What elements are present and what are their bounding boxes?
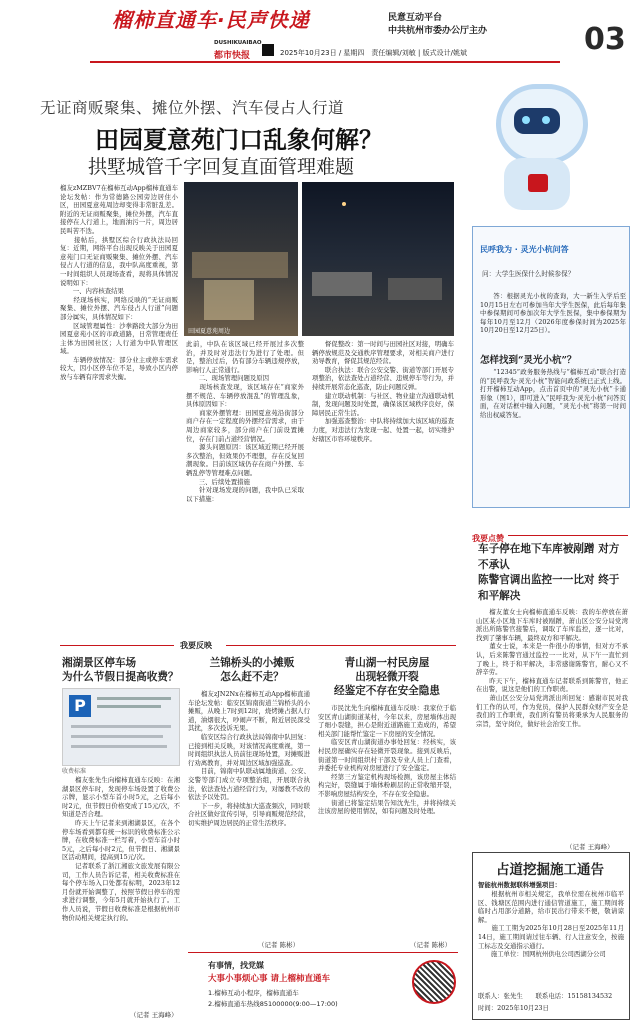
newspaper-logo-block [262, 44, 274, 56]
masthead-logo: 榴柿直通车·民声快递 [112, 8, 310, 32]
lead-photo-right [302, 182, 454, 336]
issue-meta: 2025年10月23日 / 星期四 责任编辑/刘敏 | 版式设计/姚斌 [280, 49, 467, 57]
lead-column-2: 此前，中队在该区域已经开展过多次整治，并及时对违法行为进行了处理。但是，整治过后，仍有部分车辆违规停放，影响行人正常通行。 二、现场管理问题及原因 现场核查发现，该区域存在“商家外摆不规范、车辆停放混乱”的管理乱象，具体原因如下： 商家外摆管理：田园夏意苑沿街部分商户存在一定程度的外摆经营需求，由于周边商家较多，部分商户在门前设置摊位，存在门前占道经营情况。 源头问题原因：该区域近期已经开展多次整治，但效果仍不理想，存在反复回潮现象。目前该区域仍存在商户外摆、车辆乱停等管理难点问题。 三、后续处置措施 针对现场发现的问题，我中队已采取以下措施： [186, 340, 304, 503]
article3-reporter: （记者 陈彬） [410, 941, 452, 949]
complaint-tag-prefix: 我要反映 [180, 641, 212, 650]
dushi-cn: 都市快报 [214, 51, 251, 61]
footer-line3: 1.榴柿互动小程序，榴柿直通车 [208, 989, 299, 997]
lead-photo-caption: 田园夏意苑周边 [188, 328, 231, 335]
praise-headline: 车子停在地下车库被剐蹭 对方不承认 陈警官调出监控一一比对 终于和平解决 [478, 543, 620, 602]
masthead-org-line2: 中共杭州市委办公厅主办 [388, 26, 488, 36]
notice-intro: 智能杭州数据联科增强项目： [478, 881, 562, 889]
dushi-en: DUSHIKUAIBAO [214, 40, 262, 46]
notice-body: 根据杭州市相关规定，我单位需在杭州市临平区、钱塘区范围内进行通信管道施工，施工期间将临时占用部分道路，给市民出行带来不便，敬请谅解。 施工工期为2025年10月28日至2025年11月14日，施工期间请过往车辆、行人注意安全，按施工标志及交通指示通行。 施工单位：国网杭州供电公司西湖分公司 [478, 890, 624, 959]
complaint-tag [180, 640, 212, 651]
article3-title: 青山湖一村民房屋 出现轻微开裂 经鉴定不存在安全隐患 [334, 657, 440, 697]
footer-line1: 有事情，找党媒 [208, 961, 264, 970]
notice-contacts: 联系人：张先生 联系电话：15158134532 [478, 992, 613, 1000]
ai-howto-title: 怎样找到“灵光小杭”？ [480, 355, 577, 366]
praise-tag [472, 526, 628, 543]
lead-photo-left [184, 182, 298, 336]
ai-title: 民呼我为 · 灵光小杭问答 [480, 245, 569, 254]
complaint-divider-right [226, 645, 456, 646]
complaint-divider-left [60, 645, 174, 646]
masthead [0, 0, 642, 66]
masthead-org-line1: 民意互动平台 [388, 13, 443, 23]
praise-reporter: （记者 王海峰） [566, 843, 614, 851]
ai-mascot-illustration [476, 78, 596, 226]
masthead-rule [90, 61, 560, 63]
ai-howto-text: “12345”政务服务热线与“榴柿互动”联合打造的“民呼我为·灵光小杭”智能问政系统已正式上线。打开榴柿互动App，点击首页中的“灵光小杭”卡通形象（图1），即可进入“民呼我为·灵光小杭”问答页面，在对话框中输入问题，“灵光小杭”将第一时间给出权威答复。 [480, 368, 626, 419]
lead-subhead: 拱墅城管千字回复直面管理难题 [88, 156, 355, 178]
article1-photo: P [62, 688, 180, 766]
notice-title: 占道挖掘施工通告 [496, 862, 604, 878]
qr-code-icon [412, 960, 456, 1004]
article1-caption: 收费标准 [62, 768, 87, 775]
article1-title: 湘湖景区停车场 为什么节假日提高收费？ [62, 657, 179, 683]
article2-reporter: （记者 陈彬） [258, 941, 300, 949]
lead-kicker: 无证商贩聚集、摊位外摆、汽车侵占人行道 [40, 99, 345, 117]
lead-headline: 田园夏意苑门口乱象何解？ [95, 125, 383, 154]
footer-line2: 大事小事烦心事 请上榴柿直通车 [208, 974, 330, 984]
article1-body: 榴友张先生向榴柿直通车反映：在湘湖景区停车时，发现停车场设置了收费公示牌，显示小型车首小时5元，之后每小时2元，但节假日价格变成了15元/次，不知道是否合理。 昨天上午记者来到湘湖景区，在各个停车场看到都有统一标识的收费标准公示牌，在收费标准一栏写着，小型车首小时5元，之后每小时2元，但节假日、湘湖景区活动期间，提高到15元/次。 记者联系了浙江湘旅文旅发展有限公司，工作人员告诉记者，相关收费标准在每个停车场入口处都有标明，2023年12月份就开始调整了，按照节假日停车的需求进行调整，今年5月就开始执行了。工作人员说，节假日收费标准是根据杭州市物价局相关规定执行的。 [62, 776, 180, 922]
praise-tag-label: 我要点赞 [472, 534, 508, 543]
page-number: 03 [584, 22, 626, 57]
article2-title: 兰锦桥头的小摊贩 怎么赶不走？ [209, 657, 295, 683]
footer-line4: 2.榴柿直通车热线85100000(9:00—17:00) [208, 1000, 338, 1008]
article3-body: 市民沈先生向榴柿直通车反映：我家位于临安区青山湖街道某村，今年以来，房屋墙体出现了细小裂缝，担心是附近道路施工造成的，希望相关部门能帮忙鉴定一下房屋的安全情况。 临安区青山湖街道办事处回复：经核实，该村民房屋确实存在轻微开裂现象。接到反映后，街道第一时间组织村干部及专业人员上门查看，并委托专业机构对房屋进行了安全鉴定。 经第三方鉴定机构现场检测，该房屋主体结构完好，裂缝属于墙体粉刷层的正常收缩开裂，不影响房屋结构安全，不存在安全隐患。 街道已将鉴定结果告知沈先生，并将持续关注该房屋的使用情况，如有问题及时处理。 [318, 704, 456, 816]
ai-answer: 答：根据灵光小杭的查询，大一新生入学后至10月15日左右可参加当年大学生医保，此后每年集中参保期间可参加次年大学生医保，集中参保期为每年10月至12月（2026年度参保时间为2025年10月20日至12月25日）。 [480, 292, 626, 335]
praise-body: 榴友董女士向榴柿直通车反映：我的车停放在萧山区某小区地下车库时被剐蹭，萧山区公安分局党湾派出所陈警官接警后，调取了车库监控，逐一比对，找到了肇事车辆，最终双方和平解决。 董女士说，本来是一件很小的事情，但对方不承认，后来陈警官通过监控一一比对，从下午一直忙到了晚上，终于和平解决，非常感谢陈警官，耐心又不辞辛劳。 昨天下午，榴柿直通车记者联系到陈警官，他正在出警，说这是他们的工作职责。 萧山区公安分局党湾派出所回复：感谢市民对我们工作的认可，作为党员，保护人民群众财产安全是我们的工作职责，我们所有警员将秉承为人民服务的宗旨，坚守岗位，做好社会治安工作。 [476, 608, 628, 728]
lead-column-1: 榴友zMZBV7在榴柿互动App榴柿直通车论坛发帖：作为常德路公园旁边居住小区，田园夏意苑周边却变得非常脏乱差。附近的无证商贩聚集，摊位外摆，汽车直接停在人行道上，地面油污一片，周边居民叫苦不迭。 接帖后，拱墅区综合行政执法局回复：近期，网络平台出现反映关于田园夏意苑门口无证商贩聚集、摊位外摆、汽车侵占人行道的信息，我中队高度重视，第一时间组织人员现场查看，现将具体情况说明如下： 一、内容核查结果 经现场核实，网络反映的“无证商贩聚集、摊位外摆、汽车侵占人行道”问题部分属实，具体情况如下： 区域管理属性：沙拳路段大部分为田园夏意苑小区的市政道路，日常管理责任主体为田园社区；人行道为中队管理区域。 车辆停放情况：部分业主或停车需求较大，因小区停车位不足，导致小区内停放与车辆有序需求失衡。 [60, 184, 178, 382]
lead-column-3: 督促整改：第一时间与田园社区对接，明确车辆停放规范及交通秩序管理要求，对相关商户进行劝导教育，督促其规范经营。 联合执法：联合公安交警、街道等部门开展专项整治，依法查处占道经营、违规停车等行为，并持续开展常态化巡查，防止问题反弹。 建立联动机制：与社区、物业建立沟通联动机制，发现问题及时处置，确保该区域秩序良好，保障居民正常生活。 加强巡查整治：中队将持续加大该区域的巡查力度，对违法行为发现一起、处置一起，切实维护好辖区市容环境秩序。 [312, 340, 454, 443]
ai-question: 问：大学生医保什么时候参保？ [482, 270, 575, 278]
article1-reporter: （记者 王海峰） [130, 1011, 178, 1019]
notice-date: 时间：2025年10月23日 [478, 1004, 549, 1012]
article2-body: 榴友zJN2Nx在榴柿互动App榴柿直通车论坛发帖：临安区锦南街道兰锦桥头的小摊贩，从晚上7时到12时，烧烤摊占据人行道，油烟很大，吵闹声不断，附近居民深受其扰，多次投诉无果。 临安区综合行政执法局锦南中队回复：已接到相关反映，对该情况高度重视，第一时间组织执法人员前往现场处置，对摊贩进行劝离教育，并对周边区域加强巡查。 目前，锦南中队联动属地街道、公安、交警等部门成立专项整治组，开展联合执法，依法查处占道经营行为，对屡教不改的依法予以处罚。 下一步，将持续加大巡查频次，同时联合社区做好宣传引导，引导商贩规范经营，切实维护周边居民的正常生活秩序。 [188, 690, 310, 827]
